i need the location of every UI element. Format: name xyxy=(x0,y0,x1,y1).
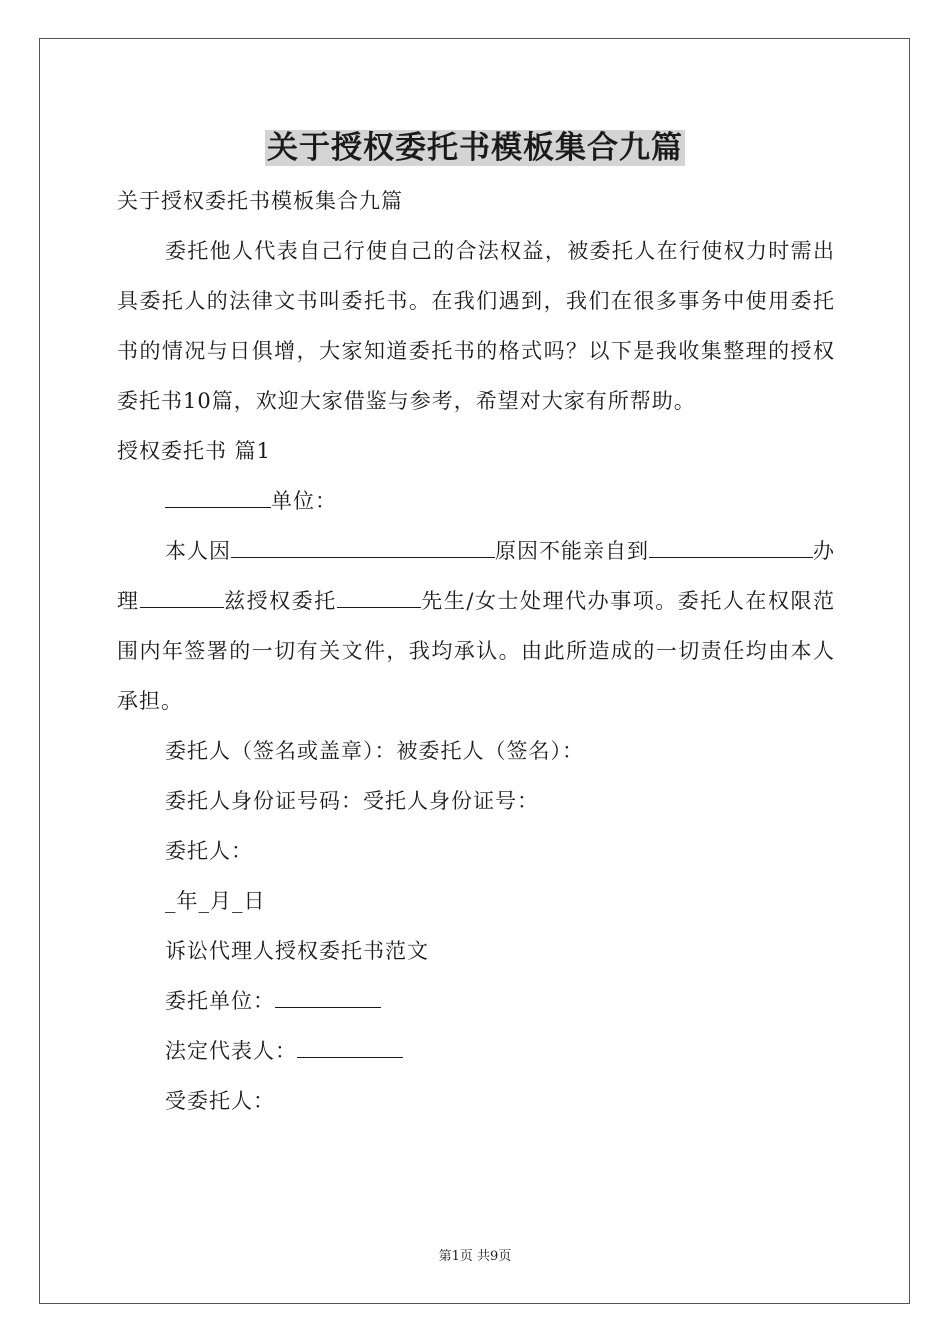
auth-text-1: 本人因 xyxy=(165,539,231,563)
authorization-paragraph xyxy=(117,526,835,726)
auth-text-3: 办理 xyxy=(117,539,835,613)
section-heading: 授权委托书 篇1 xyxy=(117,439,272,463)
legal-rep-blank xyxy=(297,1039,403,1058)
unit-label: 单位： xyxy=(271,489,337,513)
entrusting-unit-blank xyxy=(275,989,381,1008)
legal-rep-label: 法定代表人： xyxy=(165,1039,297,1063)
auth-text-5: 先生/女士处理代办事项。委托人在权限范围内年签署的一切有关文件，我均承认。由此所造成的一切责任均由本人承担。 xyxy=(117,589,836,713)
litigation-subheading: 诉讼代理人授权委托书范文 xyxy=(165,939,429,963)
entrusting-unit-label: 委托单位： xyxy=(165,989,275,1013)
agent-name-blank xyxy=(337,589,421,608)
document-title-text: 关于授权委托书模板集合九篇 xyxy=(267,130,683,166)
document-body xyxy=(117,176,835,1126)
principal-line: 委托人： xyxy=(165,839,253,863)
entrusting-unit-line xyxy=(117,976,835,1026)
place-blank xyxy=(649,539,813,558)
document-title xyxy=(0,126,950,170)
intro-paragraph: 委托他人代表自己行使自己的合法权益，被委托人在行使权力时需出具委托人的法律文书叫委托书。在我们遇到，我们在很多事务中使用委托书的情况与日俱增，大家知道委托书的格式吗？以下是我收集整理的授权委托书10篇，欢迎大家借鉴与参考，希望对大家有所帮助。 xyxy=(117,239,835,413)
page-number: 第1页 共9页 xyxy=(438,1249,512,1264)
date-line: _年_月_日 xyxy=(165,889,266,913)
auth-text-2: 原因不能亲自到 xyxy=(495,539,649,563)
legal-rep-line xyxy=(117,1026,835,1076)
signature-line: 委托人（签名或盖章）：被委托人（签名）： xyxy=(165,739,584,763)
matter-blank xyxy=(140,589,224,608)
reason-blank xyxy=(231,539,495,558)
unit-blank xyxy=(165,489,271,508)
id-number-line: 委托人身份证号码：受托人身份证号： xyxy=(165,789,539,813)
unit-line xyxy=(117,476,835,526)
document-subtitle: 关于授权委托书模板集合九篇 xyxy=(117,189,403,213)
auth-text-4: 兹授权委托 xyxy=(223,589,337,613)
agent-line: 受委托人： xyxy=(165,1089,275,1113)
